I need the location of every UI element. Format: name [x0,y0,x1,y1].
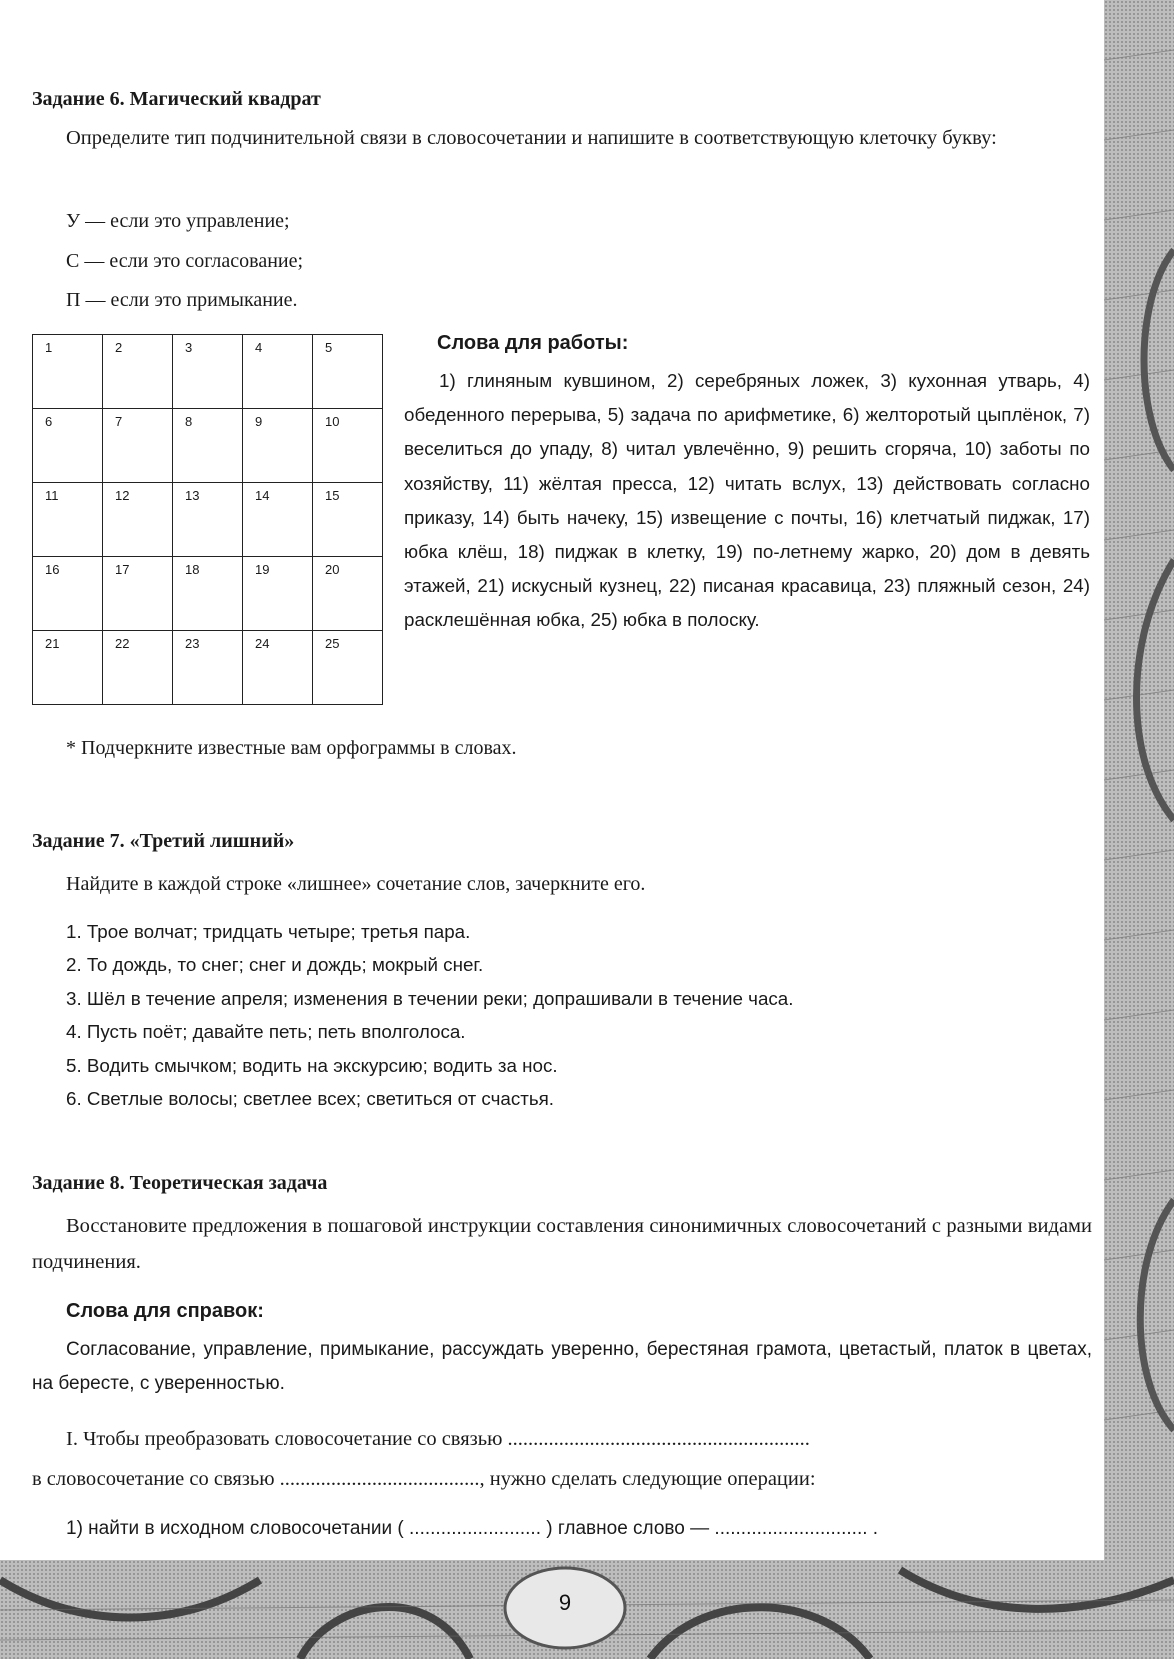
task8-fill-line-2[interactable]: в словосочетание со связью ......................................., нужно сделать следующие операции: [32,1468,816,1490]
task8-words-title: Слова для справок: [66,1300,264,1322]
grid-cell[interactable]: 20 [313,557,383,631]
grid-cell[interactable]: 6 [33,409,103,483]
grid-cell[interactable]: 2 [103,335,173,409]
grid-cell[interactable]: 5 [313,335,383,409]
grid-cell[interactable]: 23 [173,631,243,705]
grid-cell[interactable]: 9 [243,409,313,483]
grid-cell[interactable]: 24 [243,631,313,705]
task6-note: * Подчеркните известные вам орфограммы в словах. [66,737,517,759]
list-item: 3. Шёл в течение апреля; изменения в течении реки; допрашивали в течение часа. [66,987,794,1009]
task6-option-p: П — если это примыкание. [66,289,298,311]
grid-cell[interactable]: 21 [33,631,103,705]
task7-title: Задание 7. «Третий лишний» [32,830,295,852]
decorative-edge-pattern [1104,0,1174,1659]
task6-words-title: Слова для работы: [437,332,629,354]
task8-fill-line-3[interactable]: 1) найти в исходном словосочетании ( ......................... ) главное слово — ............................. . [66,1518,879,1539]
grid-cell[interactable]: 13 [173,483,243,557]
grid-cell[interactable]: 15 [313,483,383,557]
grid-cell[interactable]: 19 [243,557,313,631]
grid-cell[interactable]: 18 [173,557,243,631]
task8-fill-line-1[interactable]: I. Чтобы преобразовать словосочетание со связью ........................................................... [66,1428,810,1450]
magic-square-grid [32,334,383,705]
task8-intro: Восстановите предложения в пошаговой инструкции составления синонимичных словосочетаний с разными видами подчинения. [32,1215,1092,1273]
task8-words-list: Согласование, управление, примыкание, рассуждать уверенно, берестяная грамота, цветастый, платок в цветах, на бересте, с уверенностью. [32,1339,1092,1394]
task7-list [66,915,793,1115]
grid-cell[interactable]: 4 [243,335,313,409]
list-item: 4. Пусть поёт; давайте петь; петь вполголоса. [66,1021,466,1043]
task6-words-list: 1) глиняным кувшином, 2) серебряных ложек, 3) кухонная утварь, 4) обеденного перерыва, 5) задача по арифметике, 6) желторотый цыплёнок, 7) веселиться до упаду, 8) читал увлечённо, 9) решить сгоряча, 10) заботы по хозяйству, 11) жёлтая пресса, 12) читать вслух, 13) действовать согласно приказу, 14) быть начеку, 15) извещение с почты, 16) клетчатый пиджак, 17) юбка клёш, 18) пиджак в клетку, 19) по-летнему жарко, 20) дом в девять этажей, 21) искусный кузнец, 22) писаная красавица, 23) пляжный сезон, 24) расклешённая юбка, 25) юбка в полоску. [404,370,1090,631]
task6-option-u: У — если это управление; [66,210,290,232]
grid-cell[interactable]: 14 [243,483,313,557]
list-item: 6. Светлые волосы; светлее всех; светиться от счастья. [66,1088,554,1110]
list-item: 1. Трое волчат; тридцать четыре; третья пара. [66,921,471,942]
task8-title: Задание 8. Теоретическая задача [32,1172,328,1194]
grid-cell[interactable]: 25 [313,631,383,705]
grid-cell[interactable]: 16 [33,557,103,631]
grid-cell[interactable]: 7 [103,409,173,483]
decorative-bottom-pattern [0,1560,1174,1659]
grid-cell[interactable]: 1 [33,335,103,409]
task6-title: Задание 6. Магический квадрат [32,88,321,110]
task6-option-s: С — если это согласование; [66,250,304,272]
task7-intro: Найдите в каждой строке «лишнее» сочетание слов, зачеркните его. [66,873,646,895]
grid-cell[interactable]: 11 [33,483,103,557]
grid-cell[interactable]: 3 [173,335,243,409]
grid-cell[interactable]: 12 [103,483,173,557]
page-number: 9 [558,1590,572,1615]
grid-cell[interactable]: 17 [103,557,173,631]
grid-cell[interactable]: 22 [103,631,173,705]
grid-cell[interactable]: 8 [173,409,243,483]
grid-cell[interactable]: 10 [313,409,383,483]
list-item: 5. Водить смычком; водить на экскурсию; водить за нос. [66,1054,558,1076]
task6-intro: Определите тип подчинительной связи в словосочетании и напишите в соответствующую клеточку букву: [66,127,997,149]
list-item: 2. То дождь, то снег; снег и дождь; мокрый снег. [66,954,484,976]
